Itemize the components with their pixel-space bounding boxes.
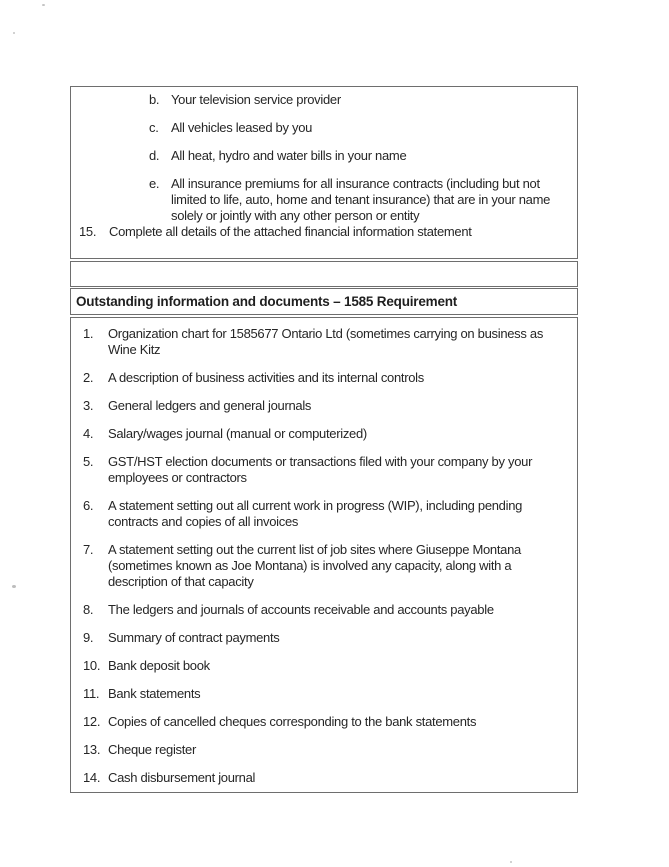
list-item xyxy=(83,542,571,590)
list-item-text xyxy=(108,770,571,786)
text-line: A description of business activities and its internal controls xyxy=(108,370,424,385)
list-item-marker: b. xyxy=(149,92,160,107)
list-item-marker: 7. xyxy=(83,542,94,557)
text-line: GST/HST election documents or transactions filed with your company by your xyxy=(108,454,533,469)
list-item-text xyxy=(108,370,571,386)
section-requirements xyxy=(70,317,578,793)
list-item-text xyxy=(108,686,571,702)
scan-artifact xyxy=(13,32,15,34)
lettered-list xyxy=(79,92,571,224)
list-item xyxy=(83,498,571,530)
list-item-marker: 5. xyxy=(83,454,94,469)
text-line: solely or jointly with any other person or entity xyxy=(171,208,420,223)
list-item-text xyxy=(171,120,571,136)
list-item-marker: 2. xyxy=(83,370,94,385)
text-line: Wine Kitz xyxy=(108,342,161,357)
continued-numbered-list xyxy=(79,224,571,240)
text-line: Salary/wages journal (manual or computerized) xyxy=(108,426,367,441)
list-item xyxy=(83,602,571,618)
empty-row xyxy=(70,261,578,287)
list-item xyxy=(83,370,571,386)
list-item-marker: 15. xyxy=(79,224,97,239)
list-item-text xyxy=(108,326,571,358)
list-item xyxy=(149,120,571,136)
list-item-text xyxy=(109,224,571,240)
text-line: Cash disbursement journal xyxy=(108,770,256,785)
list-item-marker: 9. xyxy=(83,630,94,645)
list-item-marker: 14. xyxy=(83,770,101,785)
text-line: Complete all details of the attached financial information statement xyxy=(109,224,472,239)
list-item-marker: 12. xyxy=(83,714,101,729)
list-item-text xyxy=(171,148,571,164)
requirements-table xyxy=(70,86,578,793)
text-line: General ledgers and general journals xyxy=(108,398,312,413)
list-item-marker: 3. xyxy=(83,398,94,413)
list-item-marker: d. xyxy=(149,148,160,163)
list-item-marker: e. xyxy=(149,176,160,191)
text-line: Copies of cancelled cheques corresponding to the bank statements xyxy=(108,714,477,729)
list-item-marker: c. xyxy=(149,120,159,135)
list-item-marker: 6. xyxy=(83,498,94,513)
list-item xyxy=(149,148,571,164)
list-item xyxy=(83,686,571,702)
section-header xyxy=(70,288,578,315)
list-item-text xyxy=(108,426,571,442)
text-line: (sometimes known as Joe Montana) is involved any capacity, along with a xyxy=(108,558,512,573)
text-line: A statement setting out the current list of job sites where Giuseppe Montana xyxy=(108,542,521,557)
list-item xyxy=(83,398,571,414)
text-line: All vehicles leased by you xyxy=(171,120,313,135)
list-item-text xyxy=(171,176,571,224)
text-line: Bank deposit book xyxy=(108,658,210,673)
text-line: All heat, hydro and water bills in your name xyxy=(171,148,407,163)
requirements-list xyxy=(83,326,571,786)
list-item-text xyxy=(108,602,571,618)
list-item-marker: 1. xyxy=(83,326,94,341)
list-item-text xyxy=(108,542,571,590)
list-item-text xyxy=(171,92,571,108)
list-item xyxy=(83,742,571,758)
text-line: The ledgers and journals of accounts receivable and accounts payable xyxy=(108,602,494,617)
scan-artifact xyxy=(510,861,512,863)
list-item-text xyxy=(108,742,571,758)
list-item xyxy=(83,770,571,786)
list-item-text xyxy=(108,498,571,530)
list-item-marker: 11. xyxy=(83,686,100,701)
list-item-text xyxy=(108,658,571,674)
text-line: limited to life, auto, home and tenant insurance) that are in your name xyxy=(171,192,551,207)
text-line: Summary of contract payments xyxy=(108,630,280,645)
list-item xyxy=(149,92,571,108)
text-line: description of that capacity xyxy=(108,574,254,589)
section-title: Outstanding information and documents – 1585 Requirement xyxy=(76,294,458,309)
list-item-text xyxy=(108,454,571,486)
text-line: Organization chart for 1585677 Ontario Ltd (sometimes carrying on business as xyxy=(108,326,544,341)
text-line: Your television service provider xyxy=(171,92,341,107)
list-item-marker: 10. xyxy=(83,658,101,673)
list-item xyxy=(79,224,571,240)
list-item-marker: 8. xyxy=(83,602,94,617)
text-line: Bank statements xyxy=(108,686,201,701)
list-item xyxy=(83,326,571,358)
text-line: employees or contractors xyxy=(108,470,247,485)
scan-artifact xyxy=(12,585,16,588)
list-item xyxy=(83,454,571,486)
text-line: All insurance premiums for all insurance contracts (including but not xyxy=(171,176,540,191)
text-line: Cheque register xyxy=(108,742,196,757)
list-item xyxy=(83,658,571,674)
text-line: contracts and copies of all invoices xyxy=(108,514,299,529)
list-item-text xyxy=(108,398,571,414)
list-item-marker: 13. xyxy=(83,742,101,757)
text-line: A statement setting out all current work in progress (WIP), including pending xyxy=(108,498,523,513)
list-item xyxy=(83,714,571,730)
list-item-text xyxy=(108,714,571,730)
list-item xyxy=(83,426,571,442)
scan-artifact xyxy=(42,4,45,6)
list-item xyxy=(83,630,571,646)
list-item-marker: 4. xyxy=(83,426,94,441)
section-continued-items xyxy=(70,86,578,259)
list-item xyxy=(149,176,571,224)
list-item-text xyxy=(108,630,571,646)
